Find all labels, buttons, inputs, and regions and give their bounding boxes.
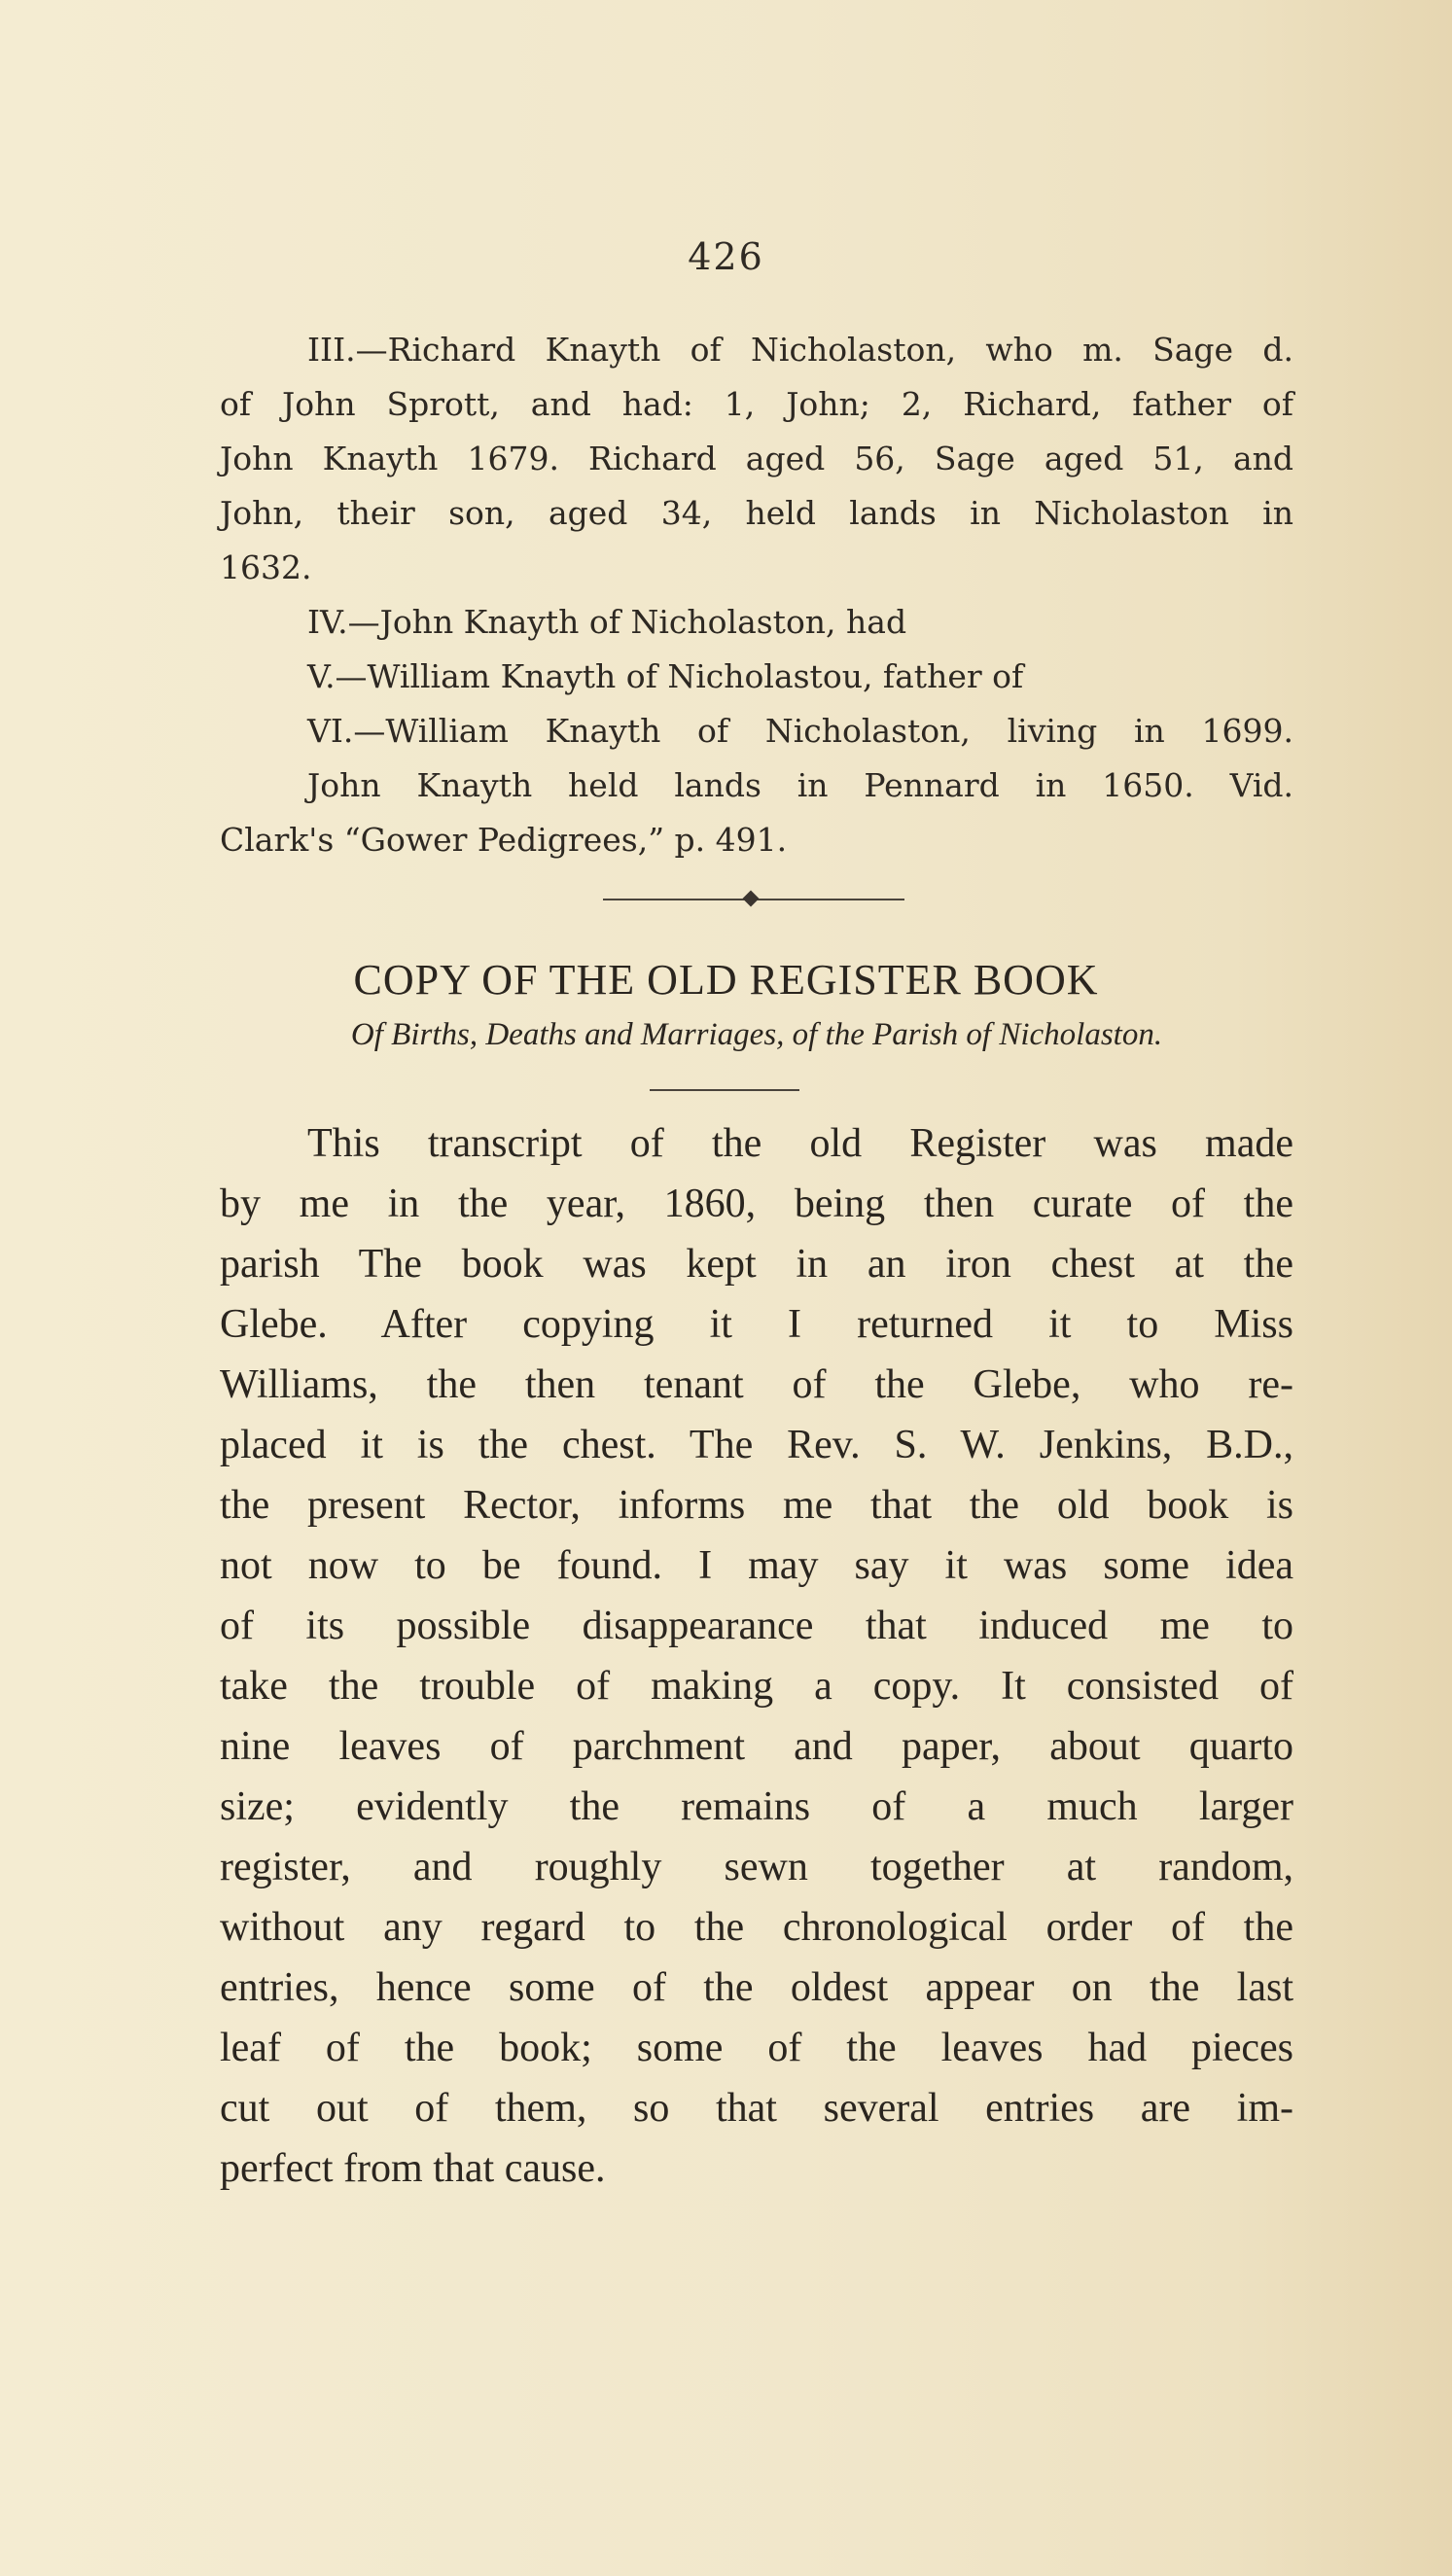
ornament-diamond-icon xyxy=(743,891,760,907)
genealogy-line: John, their son, aged 34, held lands in Nicholaston in xyxy=(220,494,1293,532)
body-line: take the trouble of making a copy. It consisted of xyxy=(220,1664,1293,1709)
genealogy-line: 1632. xyxy=(220,548,312,586)
body-paragraph xyxy=(220,1113,1293,2199)
body-line: register, and roughly sewn together at random, xyxy=(220,1845,1293,1889)
body-line: parish The book was kept in an iron chest at the xyxy=(220,1242,1293,1287)
genealogy-line: Clark's “Gower Pedigrees,” p. 491. xyxy=(220,821,788,859)
page-number: 426 xyxy=(688,235,764,278)
body-line: without any regard to the chronological order of the xyxy=(220,1905,1293,1950)
body-line: size; evidently the remains of a much larger xyxy=(220,1784,1293,1829)
genealogy-line: John Knayth held lands in Pennard in 1650. Vid. xyxy=(307,766,1293,804)
section-subtitle: Of Births, Deaths and Marriages, of the Parish of Nicholaston. xyxy=(350,1017,1163,1052)
genealogy-line: of John Sprott, and had: 1, John; 2, Richard, father of xyxy=(220,385,1293,423)
genealogy-line: VI.—William Knayth of Nicholaston, living in 1699. xyxy=(307,712,1293,750)
body-line: of its possible disappearance that induced me to xyxy=(220,1604,1293,1648)
body-line: This transcript of the old Register was made xyxy=(307,1121,1293,1166)
body-line: not now to be found. I may say it was some idea xyxy=(220,1543,1293,1588)
genealogy-line: John Knayth 1679. Richard aged 56, Sage aged 51, and xyxy=(220,440,1293,477)
body-line: the present Rector, informs me that the old book is xyxy=(220,1483,1293,1528)
genealogy-line: V.—William Knayth of Nicholastou, father of xyxy=(307,657,1024,695)
genealogy-line: III.—Richard Knayth of Nicholaston, who m. Sage d. xyxy=(307,331,1293,369)
body-line: Glebe. After copying it I returned it to Miss xyxy=(220,1302,1293,1347)
body-line: nine leaves of parchment and paper, about quarto xyxy=(220,1724,1293,1769)
section-rule xyxy=(650,1089,799,1091)
body-line: Williams, the then tenant of the Glebe, who re- xyxy=(220,1362,1293,1407)
body-line: entries, hence some of the oldest appear on the last xyxy=(220,1965,1293,2010)
body-line: leaf of the book; some of the leaves had pieces xyxy=(220,2026,1293,2070)
body-line: cut out of them, so that several entries are im- xyxy=(220,2086,1293,2131)
genealogy-block xyxy=(220,323,1293,867)
body-line: by me in the year, 1860, being then curate of the xyxy=(220,1182,1293,1226)
body-line: perfect from that cause. xyxy=(220,2146,606,2191)
genealogy-line: IV.—John Knayth of Nicholaston, had xyxy=(307,603,907,641)
body-line: placed it is the chest. The Rev. S. W. Jenkins, B.D., xyxy=(220,1423,1293,1467)
section-title: COPY OF THE OLD REGISTER BOOK xyxy=(353,956,1099,1004)
